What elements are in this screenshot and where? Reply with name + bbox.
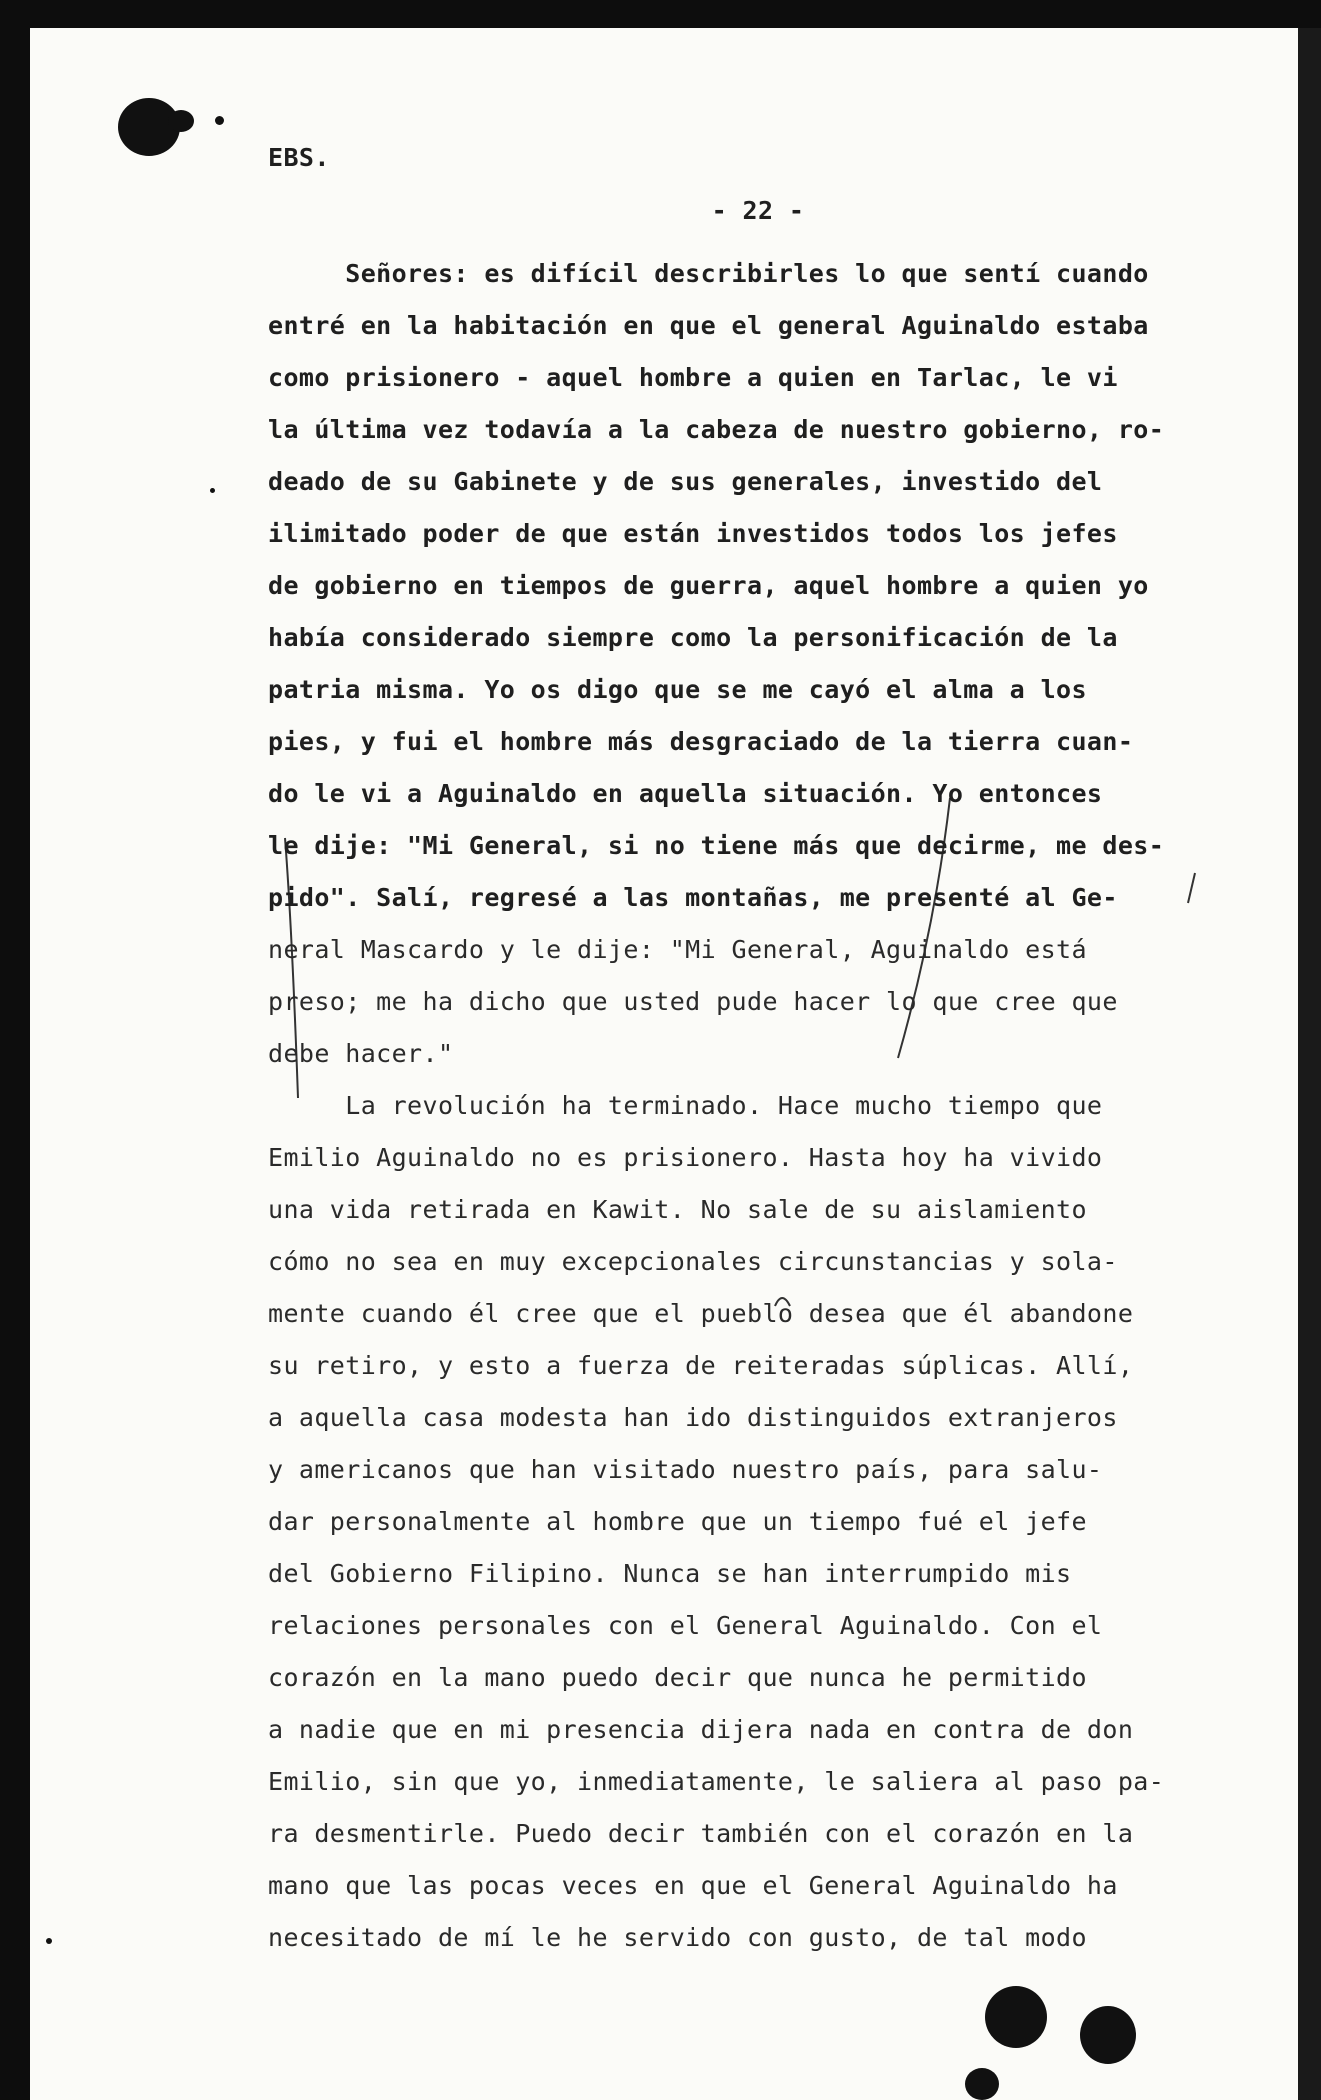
- text-line: le dije: "Mi General, si no tiene más que decirme, me des-: [268, 831, 1165, 860]
- text-line: como prisionero - aquel hombre a quien en Tarlac, le vi: [268, 363, 1118, 392]
- page-number: - 22 -: [711, 196, 805, 225]
- text-line: dar personalmente al hombre que un tiempo fué el jefe: [268, 1507, 1087, 1536]
- text-line: do le vi a Aguinaldo en aquella situación. Yo entonces: [268, 779, 1103, 808]
- text-line: ra desmentirle. Puedo decir también con el corazón en la: [268, 1819, 1134, 1848]
- text-line: debe hacer.": [268, 1039, 454, 1068]
- text-line: deado de su Gabinete y de sus generales, investido del: [268, 467, 1103, 496]
- text-line: de gobierno en tiempos de guerra, aquel hombre a quien yo: [268, 571, 1149, 600]
- text-line: la última vez todavía a la cabeza de nuestro gobierno, ro-: [268, 415, 1165, 444]
- text-line: entré en la habitación en que el general Aguinaldo estaba: [268, 311, 1149, 340]
- text-line: preso; me ha dicho que usted pude hacer lo que cree que: [268, 987, 1118, 1016]
- scan-edge: [1298, 28, 1321, 2100]
- text-line: La revolución ha terminado. Hace mucho tiempo que: [268, 1091, 1103, 1120]
- document-page: [30, 28, 1298, 2100]
- text-line: su retiro, y esto a fuerza de reiteradas súplicas. Allí,: [268, 1351, 1134, 1380]
- text-line: ilimitado poder de que están investidos todos los jefes: [268, 519, 1118, 548]
- text-line: Emilio, sin que yo, inmediatamente, le saliera al paso pa-: [268, 1767, 1165, 1796]
- text-line: y americanos que han visitado nuestro país, para salu-: [268, 1455, 1103, 1484]
- text-line: cómo no sea en muy excepcionales circunstancias y sola-: [268, 1247, 1118, 1276]
- text-line: mente cuando él cree que el pueblo desea que él abandone: [268, 1299, 1134, 1328]
- text-line: relaciones personales con el General Aguinaldo. Con el: [268, 1611, 1103, 1640]
- text-line: a aquella casa modesta han ido distinguidos extranjeros: [268, 1403, 1118, 1432]
- text-line: había considerado siempre como la personificación de la: [268, 623, 1118, 652]
- text-line: Señores: es difícil describirles lo que sentí cuando: [268, 259, 1149, 288]
- text-line: Emilio Aguinaldo no es prisionero. Hasta hoy ha vivido: [268, 1143, 1103, 1172]
- text-line: necesitado de mí le he servido con gusto, de tal modo: [268, 1923, 1087, 1952]
- text-line: corazón en la mano puedo decir que nunca he permitido: [268, 1663, 1087, 1692]
- text-line: del Gobierno Filipino. Nunca se han interrumpido mis: [268, 1559, 1072, 1588]
- text-line: patria misma. Yo os digo que se me cayó el alma a los: [268, 675, 1087, 704]
- text-line: neral Mascardo y le dije: "Mi General, Aguinaldo está: [268, 935, 1087, 964]
- text-line: a nadie que en mi presencia dijera nada en contra de don: [268, 1715, 1134, 1744]
- document-body: [268, 248, 1258, 1964]
- text-line: pies, y fui el hombre más desgraciado de la tierra cuan-: [268, 727, 1134, 756]
- text-line: pido". Salí, regresé a las montañas, me presenté al Ge-: [268, 883, 1118, 912]
- text-line: mano que las pocas veces en que el General Aguinaldo ha: [268, 1871, 1118, 1900]
- text-line: una vida retirada en Kawit. No sale de su aislamiento: [268, 1195, 1087, 1224]
- typist-initials: EBS.: [268, 143, 330, 172]
